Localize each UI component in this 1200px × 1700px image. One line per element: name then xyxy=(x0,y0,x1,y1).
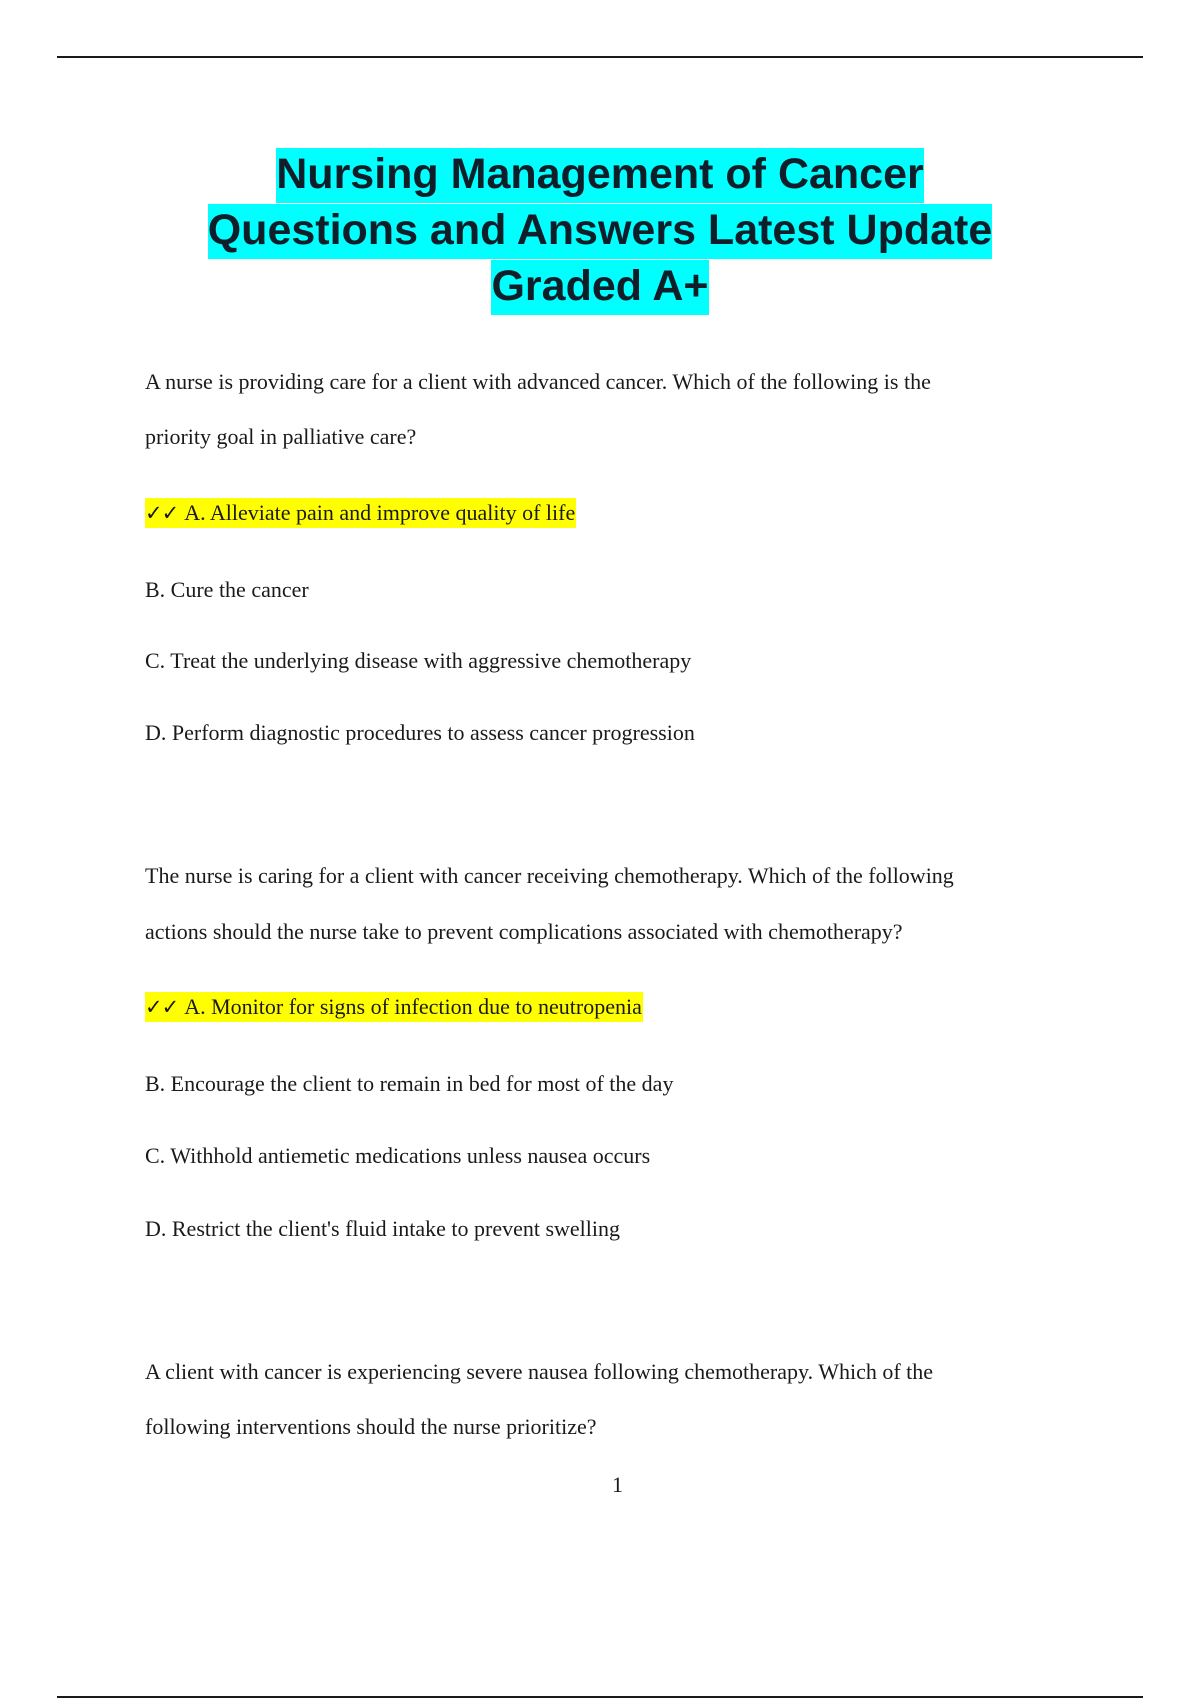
title-line-1: Nursing Management of Cancer xyxy=(276,148,924,203)
title-line-2: Questions and Answers Latest Update xyxy=(208,204,993,259)
question-3-stem-line-2: following interventions should the nurse prioritize? xyxy=(145,1414,597,1439)
question-1-option-d: D. Perform diagnostic procedures to assess cancer progression xyxy=(145,720,695,745)
answer-highlight xyxy=(145,498,576,528)
title-line-3: Graded A+ xyxy=(491,260,708,315)
question-3-stem-line-1: A client with cancer is experiencing severe nausea following chemotherapy. Which of the xyxy=(145,1359,934,1384)
page-number: 1 xyxy=(612,1472,623,1497)
question-2-stem-line-2: actions should the nurse take to prevent complications associated with chemotherapy? xyxy=(145,919,903,944)
answer-highlight xyxy=(145,992,643,1022)
question-2-option-b: B. Encourage the client to remain in bed for most of the day xyxy=(145,1071,674,1096)
question-1-option-b: B. Cure the cancer xyxy=(145,577,309,602)
double-check-icon: ✓✓ xyxy=(145,501,179,525)
document-title xyxy=(100,146,1100,314)
question-1-stem-line-1: A nurse is providing care for a client with advanced cancer. Which of the following is the xyxy=(145,369,931,394)
question-1-stem-line-2: priority goal in palliative care? xyxy=(145,424,417,449)
question-1-option-a: A. Alleviate pain and improve quality of life xyxy=(184,500,576,525)
top-rule xyxy=(57,56,1143,58)
question-2-option-d: D. Restrict the client's fluid intake to prevent swelling xyxy=(145,1216,621,1241)
question-2-option-c: C. Withhold antiemetic medications unless nausea occurs xyxy=(145,1143,651,1168)
question-1-option-c: C. Treat the underlying disease with aggressive chemotherapy xyxy=(145,648,692,673)
question-2-option-a: A. Monitor for signs of infection due to neutropenia xyxy=(184,994,642,1019)
question-2-stem-line-1: The nurse is caring for a client with cancer receiving chemotherapy. Which of the following xyxy=(145,863,954,888)
question-1-correct-answer xyxy=(145,498,576,528)
question-2-correct-answer xyxy=(145,992,643,1022)
bottom-rule xyxy=(57,1696,1143,1698)
double-check-icon: ✓✓ xyxy=(145,995,179,1019)
